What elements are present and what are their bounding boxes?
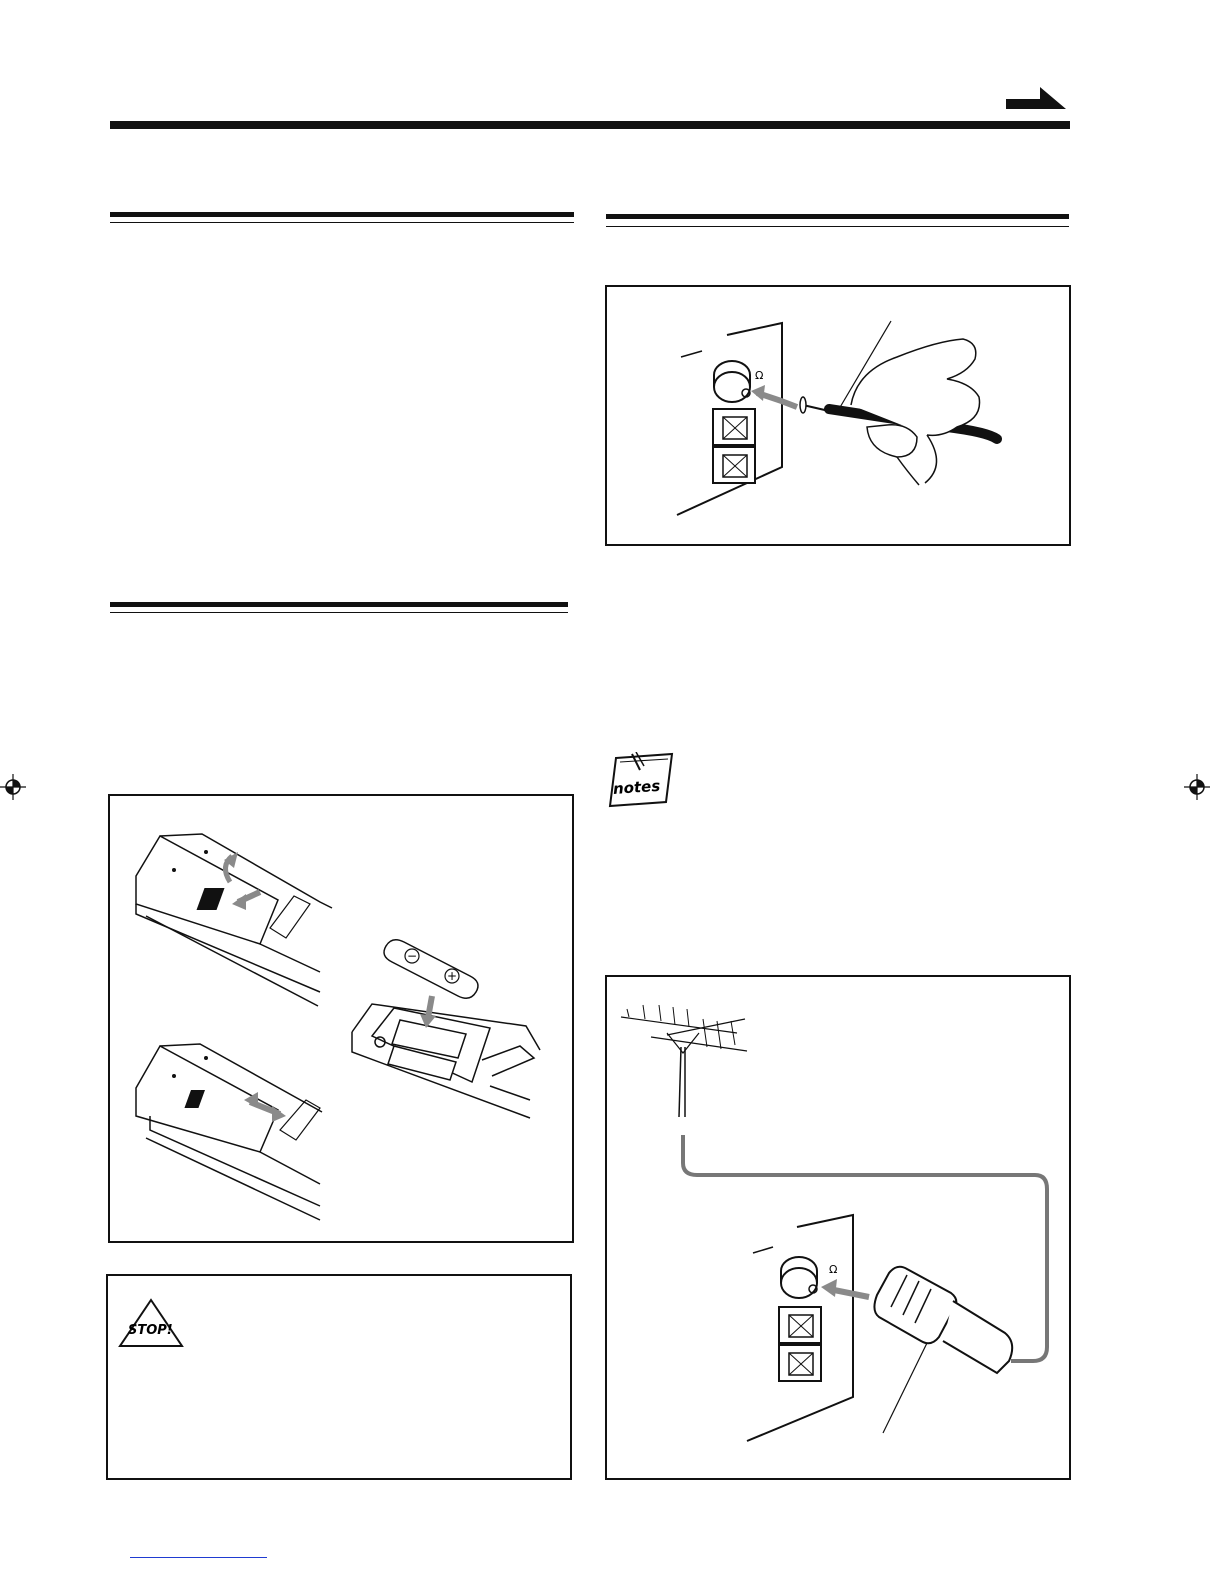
footer-link-underline xyxy=(130,1557,267,1558)
stop-icon xyxy=(118,1298,184,1348)
section-heading-remote xyxy=(110,620,568,640)
registration-mark-icon xyxy=(1184,774,1210,800)
figure-outdoor-antenna xyxy=(605,975,1071,1480)
figure-remote-battery xyxy=(108,794,574,1243)
header-rule xyxy=(110,121,1070,129)
stop-label: STOP! xyxy=(128,1323,173,1338)
notes-icon xyxy=(606,752,678,808)
battery-minus-label: − xyxy=(407,949,418,963)
battery-plus-label: + xyxy=(447,969,458,983)
section-rule-antenna xyxy=(606,214,1069,219)
ohm-symbol: Ω xyxy=(755,369,764,382)
section-rule-remote-thin xyxy=(110,612,568,613)
continue-arrow-icon xyxy=(1004,85,1068,117)
section-heading-antenna xyxy=(606,234,1069,254)
ohm-symbol: Ω xyxy=(829,1263,838,1276)
section-rule-remote xyxy=(110,602,568,607)
registration-mark-icon xyxy=(0,774,26,800)
notes-label: notes xyxy=(612,776,661,799)
section-heading xyxy=(110,232,574,252)
section-rule-antenna-thin xyxy=(606,226,1069,227)
section-rule-top-left-thin xyxy=(110,222,574,223)
stop-warning-box xyxy=(106,1274,572,1480)
section-rule-top-left xyxy=(110,212,574,217)
figure-wire-antenna xyxy=(605,285,1071,546)
